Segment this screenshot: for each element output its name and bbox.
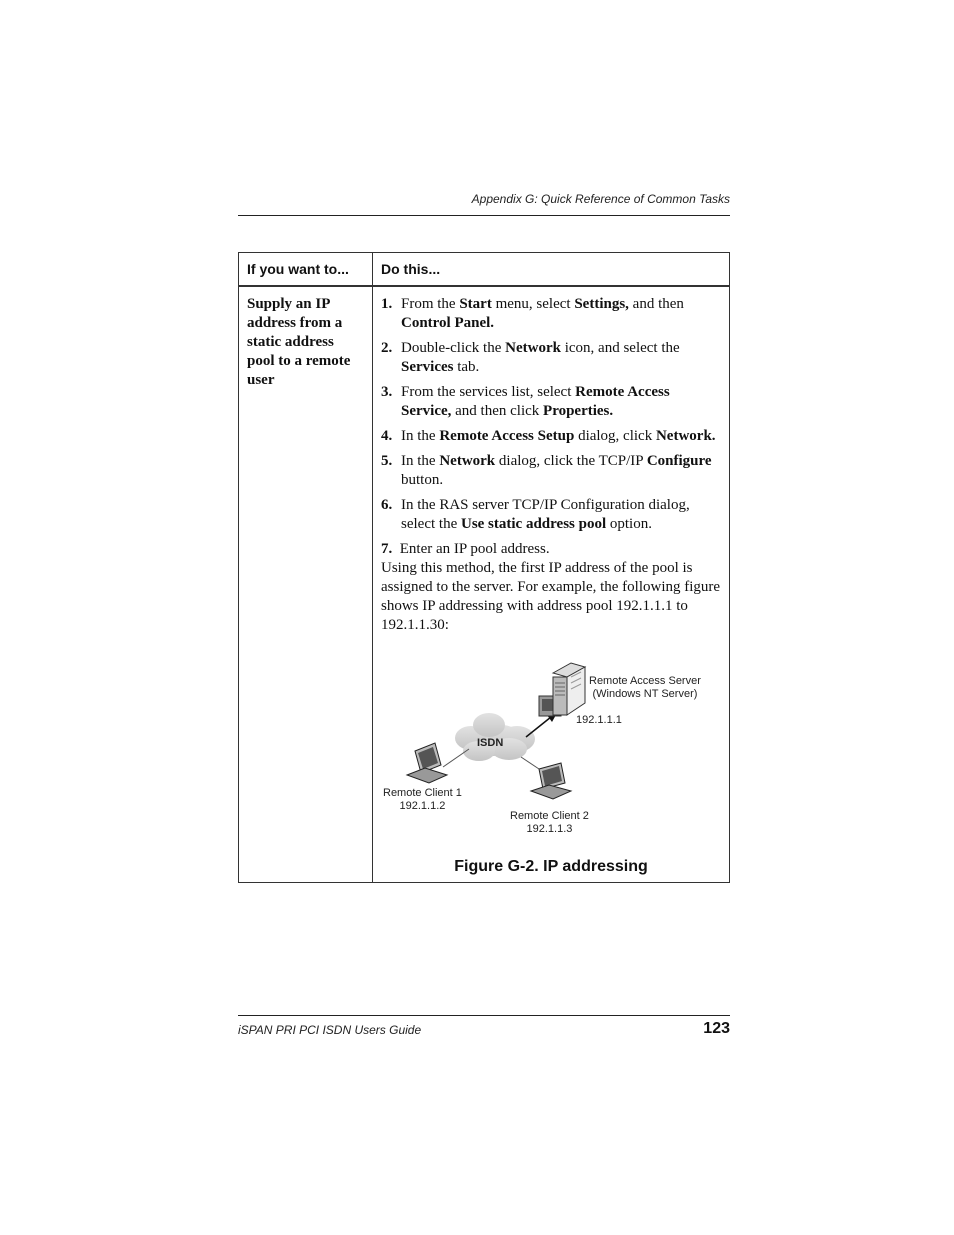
- footer-rule: [238, 1015, 730, 1016]
- step-fragment: In the: [401, 453, 440, 469]
- step-text: [401, 383, 721, 421]
- laptop-icon-client-2: [531, 763, 571, 799]
- step-number: 4.: [381, 428, 393, 444]
- step-emphasis: Configure: [646, 453, 712, 469]
- step-5: [381, 452, 721, 490]
- column-header-do: Do this...: [373, 253, 730, 287]
- step-text: [401, 295, 721, 333]
- laptop-icon-client-1: [407, 743, 447, 783]
- step-1: [381, 295, 721, 333]
- step-number: 1.: [381, 296, 393, 312]
- running-header: Appendix G: Quick Reference of Common Tasks: [471, 192, 730, 206]
- column-header-want: If you want to...: [239, 253, 373, 287]
- step-fragment: In the RAS server TCP/IP Configuration dialog, select the: [401, 497, 690, 532]
- step-number: 5.: [381, 453, 393, 469]
- step-emphasis: Services: [401, 359, 454, 375]
- step-emphasis: Network: [439, 453, 496, 469]
- header-rule: [238, 215, 730, 216]
- client1-ip: 192.1.1.2: [399, 800, 446, 812]
- step-text: Enter an IP pool address.: [399, 541, 550, 557]
- client2-name: Remote Client 2: [510, 810, 589, 822]
- step-number: 6.: [381, 497, 393, 513]
- step-fragment: and then click: [451, 403, 544, 419]
- step-emphasis: Properties.: [543, 403, 614, 419]
- step-fragment: option.: [606, 516, 652, 532]
- step-fragment: From the services list, select: [401, 384, 576, 400]
- step-3: [381, 383, 721, 421]
- step-number: 2.: [381, 340, 393, 356]
- step-number: 7.: [381, 541, 393, 557]
- explanation-text: Using this method, the first IP address of the pool is assigned to the server. For example, the following figure shows IP addressing with address pool 192.1.1.1 to 192.1.1.30:: [381, 560, 721, 633]
- client1-label: [383, 787, 462, 813]
- step-text: [401, 452, 721, 490]
- step-fragment: dialog, click the TCP/IP: [495, 453, 647, 469]
- step-fragment: button.: [401, 472, 444, 488]
- table-row: [239, 286, 730, 883]
- step-fragment: In the: [401, 428, 440, 444]
- ip-addressing-figure: [381, 653, 721, 853]
- step-fragment: tab.: [453, 359, 480, 375]
- server-ip: 192.1.1.1: [576, 714, 622, 726]
- server-link-arrow: [526, 717, 551, 737]
- step-emphasis: Start: [459, 296, 492, 312]
- footer-title: iSPAN PRI PCI ISDN Users Guide: [238, 1023, 422, 1037]
- step-text: [401, 427, 721, 446]
- step-fragment: Double-click the: [401, 340, 506, 356]
- step-fragment: From the: [401, 296, 460, 312]
- step-fragment: dialog, click: [574, 428, 656, 444]
- step-emphasis: Remote Access Service,: [401, 384, 670, 419]
- client1-link: [443, 749, 469, 767]
- step-list: [381, 295, 721, 534]
- step-emphasis: Settings,: [574, 296, 629, 312]
- task-table: [238, 252, 730, 883]
- step-text: [401, 339, 721, 377]
- step-emphasis: Remote Access Setup: [439, 428, 575, 444]
- step-emphasis: Network: [505, 340, 561, 356]
- step-4: [381, 427, 721, 446]
- client1-name: Remote Client 1: [383, 787, 462, 799]
- step-text: [401, 496, 721, 534]
- page-number: 123: [703, 1020, 730, 1037]
- server-label: [589, 675, 701, 701]
- step-fragment: menu, select: [491, 296, 575, 312]
- step-6: [381, 496, 721, 534]
- client2-label: [510, 810, 589, 836]
- step-emphasis: Use static address pool: [460, 516, 607, 532]
- step-7: [381, 540, 721, 559]
- task-description: Supply an IP address from a static address pool to a remote user: [239, 286, 373, 883]
- client2-link: [521, 757, 539, 769]
- step-fragment: and then: [628, 296, 684, 312]
- server-icon: [539, 663, 585, 716]
- task-instructions: [373, 286, 730, 883]
- server-label-line-2: (Windows NT Server): [592, 688, 698, 700]
- figure-caption: Figure G-2. IP addressing: [454, 858, 648, 875]
- step-emphasis: Control Panel.: [401, 315, 495, 331]
- server-label-line-1: Remote Access Server: [589, 675, 701, 687]
- step-2: [381, 339, 721, 377]
- client2-ip: 192.1.1.3: [526, 823, 573, 835]
- step-emphasis: Network.: [655, 428, 716, 444]
- step-fragment: icon, and select the: [560, 340, 680, 356]
- isdn-label: ISDN: [477, 737, 504, 749]
- step-number: 3.: [381, 384, 393, 400]
